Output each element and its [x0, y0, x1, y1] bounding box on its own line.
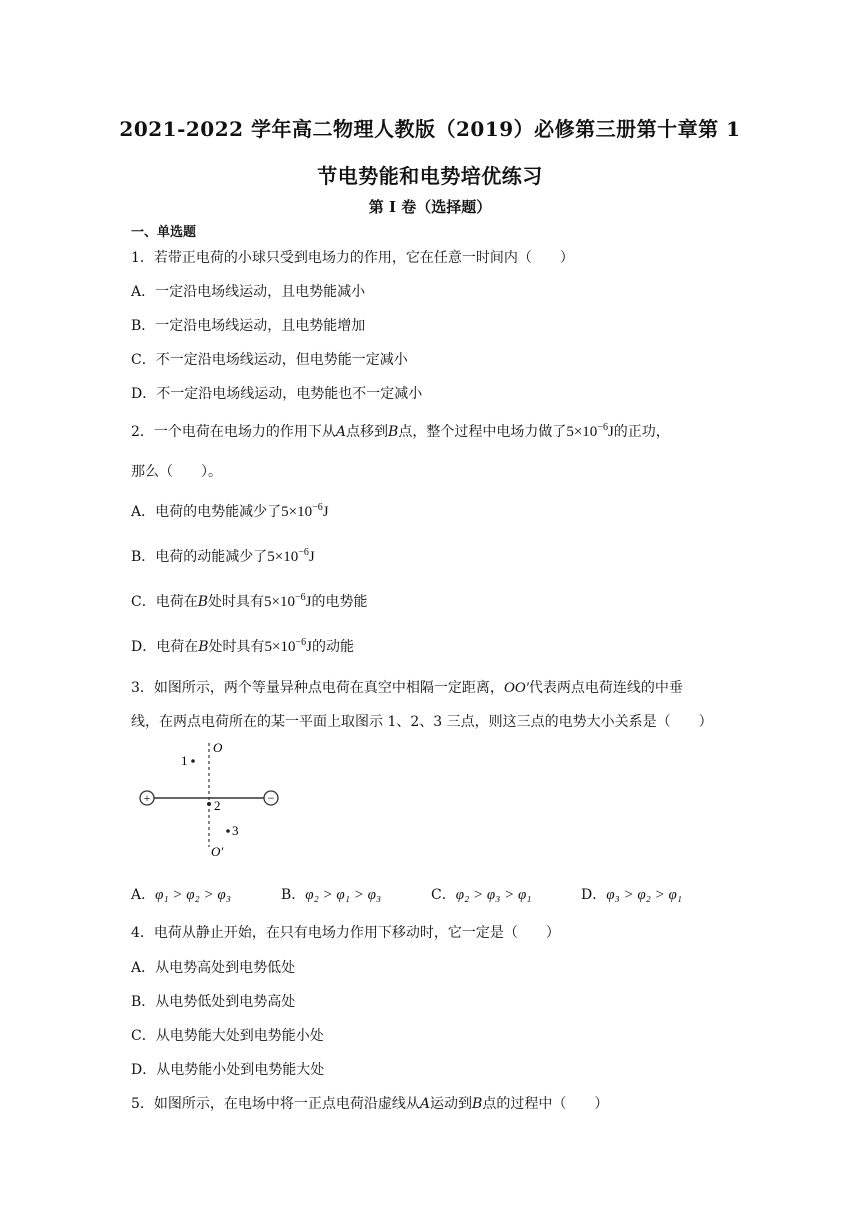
- q3-option-c: C．φ₂ > φ₃ > φ₁: [431, 887, 532, 903]
- label-point-3: 3: [232, 823, 239, 838]
- q3-option-b: B．φ₂ > φ₁ > φ₃: [281, 887, 382, 903]
- q2-stem: 2．一个电荷在电场力的作用下从A点移到B点，整个过程中电场力做了$5\times 10^{-6}J$的正功，: [131, 422, 670, 440]
- q2-option-a: A．电荷的电势能减少了$5\times 10^{-6}J$: [131, 502, 329, 520]
- q1-option-d: D．不一定沿电场线运动，电势能也不一定减小: [131, 386, 423, 402]
- document-title-line1: 2021-2022 学年高二物理人教版（2019）必修第三册第十章第 1: [119, 117, 741, 141]
- volume-heading: 第 I 卷（选择题）: [368, 198, 492, 216]
- point-3-dot: [226, 829, 230, 833]
- q3-stem: 3．如图所示，两个等量异种点电荷在真空中相隔一定距离，OO′代表两点电荷连线的中垂: [131, 680, 683, 696]
- negative-charge-sign: −: [267, 791, 275, 805]
- label-O-prime: O′: [211, 844, 224, 859]
- q3-options: [131, 884, 682, 904]
- q1-option-b: B．一定沿电场线运动，且电势能增加: [131, 318, 366, 334]
- q1-stem: 1．若带正电荷的小球只受到电场力的作用，它在任意一时间内（ ）: [131, 250, 574, 266]
- q3-option-d: D．φ₃ > φ₂ > φ₁: [581, 887, 683, 903]
- point-1-dot: [191, 759, 195, 763]
- label-O: O: [213, 740, 223, 755]
- q4-stem: 4．电荷从静止开始，在只有电场力作用下移动时，它一定是（ ）: [131, 925, 560, 941]
- positive-charge-sign: +: [143, 791, 151, 805]
- q1-option-c: C．不一定沿电场线运动，但电势能一定减小: [131, 352, 408, 368]
- label-point-1: 1: [181, 753, 188, 768]
- point-2-dot: [207, 802, 211, 806]
- q3-option-a: A．φ₁ > φ₂ > φ₃: [131, 887, 231, 903]
- q4-option-a: A．从电势高处到电势低处: [131, 960, 296, 976]
- q4-option-b: B．从电势低处到电势高处: [131, 994, 296, 1010]
- section-heading: 一、单选题: [131, 225, 197, 240]
- q3-figure: [131, 735, 291, 860]
- q4-option-d: D．从电势能小处到电势能大处: [131, 1062, 325, 1078]
- q1-option-a: A．一定沿电场线运动，且电势能减小: [131, 284, 366, 300]
- label-point-2: 2: [214, 798, 221, 813]
- q5-stem: 5．如图所示，在电场中将一正点电荷沿虚线从A运动到B点的过程中（ ）: [131, 1096, 609, 1112]
- q3-stem-line2: 线，在两点电荷所在的某一平面上取图示 1、2、3 三点，则这三点的电势大小关系是（ ）: [131, 714, 713, 730]
- q4-option-c: C．从电势能大处到电势能小处: [131, 1028, 324, 1044]
- q2-stem-line2: 那么（ ）。: [131, 464, 222, 480]
- q2-option-d: D．电荷在B处时具有$5\times 10^{-6}J$的动能: [131, 637, 354, 655]
- q2-option-c: C．电荷在B处时具有$5\times 10^{-6}J$的电势能: [131, 592, 368, 610]
- q2-option-b: B．电荷的动能减少了$5\times 10^{-6}J$: [131, 547, 315, 565]
- document-title-line2: 节电势能和电势培优练习: [317, 164, 543, 188]
